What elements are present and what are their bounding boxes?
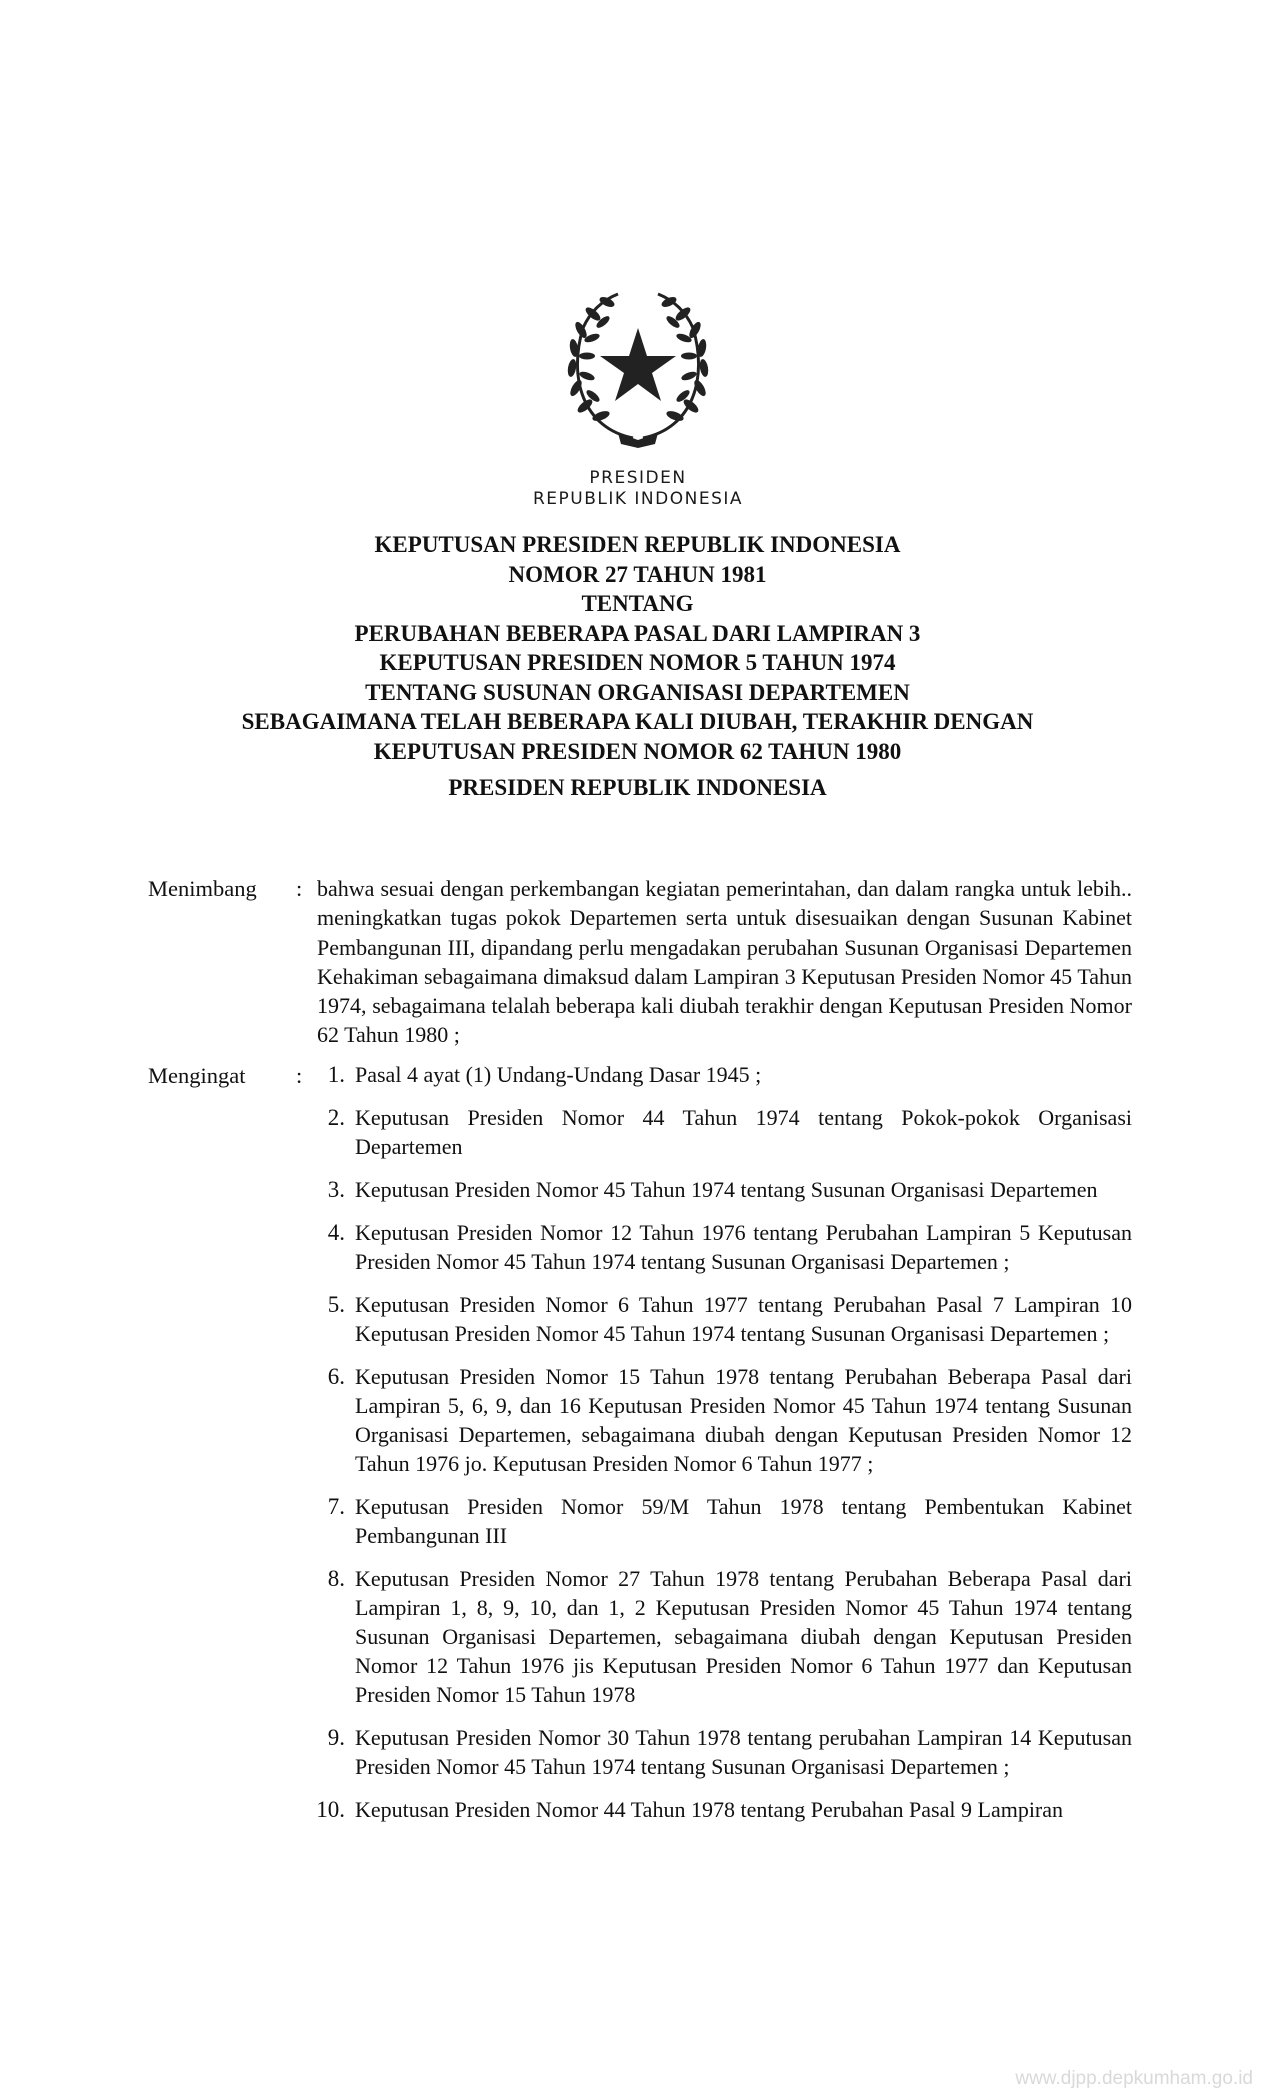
list-item — [312, 1723, 1132, 1781]
list-item-text: Keputusan Presiden Nomor 44 Tahun 1978 tentang Perubahan Pasal 9 Lampiran — [355, 1797, 1064, 1822]
mengingat-colon: : — [296, 1063, 303, 1088]
list-item-number: 9. — [327, 1725, 345, 1750]
list-item — [312, 1175, 1132, 1204]
title-line: KEPUTUSAN PRESIDEN REPUBLIK INDONESIA — [374, 532, 901, 557]
list-item-text: Keputusan Presiden Nomor 59/M Tahun 1978 tentang Pembentukan Kabinet Pembangunan III — [355, 1494, 1132, 1548]
emblem-caption-line2: REPUBLIK INDONESIA — [532, 489, 744, 509]
title-line: KEPUTUSAN PRESIDEN NOMOR 5 TAHUN 1974 — [379, 650, 896, 675]
list-item-number: 5. — [327, 1292, 345, 1317]
list-item-text: Keputusan Presiden Nomor 15 Tahun 1978 tentang Perubahan Beberapa Pasal dari Lampiran 5, 6, 9, dan 16 Keputusan Presiden Nomor 45 Tahun 1974 tentang Susunan Organisasi Departemen, sebagaimana diubah dengan Keputusan Presiden Nomor 12 Tahun 1976 jo. Keputusan Presiden Nomor 6 Tahun 1977 ; — [355, 1364, 1132, 1476]
list-item-text: Keputusan Presiden Nomor 6 Tahun 1977 tentang Perubahan Pasal 7 Lampiran 10 Keputusan Presiden Nomor 45 Tahun 1974 tentang Susunan Organisasi Departemen ; — [355, 1292, 1132, 1346]
list-item — [312, 1492, 1132, 1550]
list-item-number: 8. — [327, 1566, 345, 1591]
list-item-number: 4. — [327, 1220, 345, 1245]
title-line: NOMOR 27 TAHUN 1981 — [508, 561, 767, 587]
list-item-text: Keputusan Presiden Nomor 27 Tahun 1978 tentang Perubahan Beberapa Pasal dari Lampiran 1, 8, 9, 10, dan 1, 2 Keputusan Presiden Nomor 45 Tahun 1974 tentang Susunan Organisasi Departemen, sebagaimana diubah dengan Keputusan Presiden Nomor 12 Tahun 1976 jis Keputusan Presiden Nomor 6 Tahun 1977 dan Keputusan Presiden Nomor 15 Tahun 1978 — [355, 1566, 1132, 1707]
list-item — [312, 1564, 1132, 1709]
list-item-text: Pasal 4 ayat (1) Undang-Undang Dasar 1945 ; — [355, 1062, 762, 1087]
mengingat-list — [312, 1060, 1132, 1838]
list-item — [312, 1362, 1132, 1478]
decree-title — [150, 530, 1125, 766]
list-item — [312, 1290, 1132, 1348]
list-item-text: Keputusan Presiden Nomor 30 Tahun 1978 tentang perubahan Lampiran 14 Keputusan Presiden Nomor 45 Tahun 1974 tentang Susunan Organisasi Departemen ; — [355, 1725, 1132, 1779]
list-item — [312, 1795, 1132, 1824]
list-item-number: 1. — [327, 1062, 345, 1087]
list-item — [312, 1103, 1132, 1161]
title-line: KEPUTUSAN PRESIDEN NOMOR 62 TAHUN 1980 — [373, 738, 902, 764]
title-line: SEBAGAIMANA TELAH BEBERAPA KALI DIUBAH, TERAKHIR DENGAN — [241, 709, 1034, 734]
list-item — [312, 1060, 1132, 1089]
list-item-number: 6. — [327, 1364, 345, 1389]
mengingat-label: Mengingat — [148, 1063, 246, 1088]
list-item-text: Keputusan Presiden Nomor 44 Tahun 1974 tentang Pokok-pokok Organisasi Departemen — [355, 1105, 1132, 1159]
title-line: TENTANG — [581, 591, 694, 616]
title-line: PERUBAHAN BEBERAPA PASAL DARI LAMPIRAN 3 — [354, 620, 921, 646]
title-line: TENTANG SUSUNAN ORGANISASI DEPARTEMEN — [365, 679, 910, 705]
list-item-number: 2. — [327, 1105, 345, 1130]
presidential-emblem-icon — [563, 288, 713, 448]
list-item-number: 3. — [327, 1177, 345, 1202]
list-item — [312, 1218, 1132, 1276]
list-item-number: 7. — [327, 1494, 345, 1519]
list-item-text: Keputusan Presiden Nomor 12 Tahun 1976 tentang Perubahan Lampiran 5 Keputusan Presiden Nomor 45 Tahun 1974 tentang Susunan Organisasi Departemen ; — [355, 1220, 1132, 1274]
list-item-text: Keputusan Presiden Nomor 45 Tahun 1974 tentang Susunan Organisasi Departemen — [355, 1177, 1098, 1202]
emblem-caption — [470, 468, 806, 510]
list-item-number: 10. — [316, 1797, 345, 1822]
president-heading: PRESIDEN REPUBLIK INDONESIA — [448, 775, 827, 800]
menimbang-text: bahwa sesuai dengan perkembangan kegiatan pemerintahan, dan dalam rangka untuk lebih.. meningkatkan tugas pokok Departemen serta untuk disesuaikan dengan Susunan Kabinet Pembangunan III, dipandang perlu mengadakan perubahan Susunan Organisasi Departemen Kehakiman sebagaimana dimaksud dalam Lampiran 3 Keputusan Presiden Nomor 45 Tahun 1974, sebagaimana telalah beberapa kali diubah terakhir dengan Keputusan Presiden Nomor 62 Tahun 1980 ; — [317, 876, 1132, 1048]
emblem-caption-line1: PRESIDEN — [589, 468, 687, 488]
menimbang-label: Menimbang — [148, 876, 257, 901]
menimbang-colon: : — [296, 876, 303, 901]
source-watermark: www.djpp.depkumham.go.id — [1015, 2068, 1253, 2089]
